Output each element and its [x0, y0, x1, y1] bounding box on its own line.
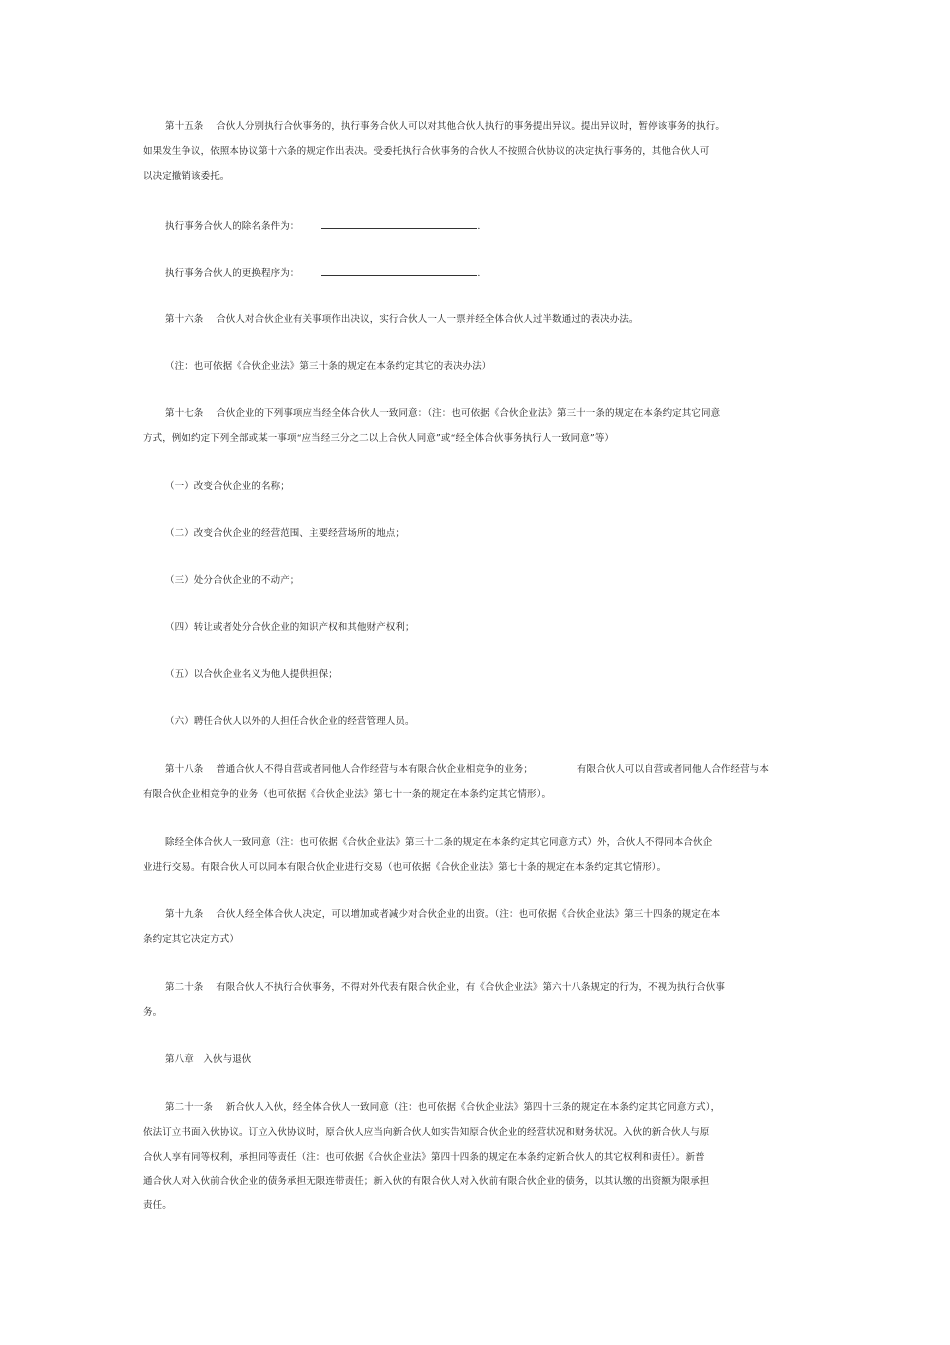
article-21-line-4: 通合伙人对入伙前合伙企业的债务承担无限连带责任；新入伙的有限合伙人对入伙前有限合伙企业的债务，以其认缴的出资额为限承担 — [143, 1176, 710, 1187]
article-17-item-3: （三）处分合伙企业的不动产； — [165, 575, 300, 586]
article-18-line-2: 有限合伙企业相竞争的业务（也可依据《合伙企业法》第七十一条的规定在本条约定其它情形）。 — [143, 789, 552, 800]
replacement-procedure-end: . — [477, 268, 481, 279]
removal-conditions-label: 执行事务合伙人的除名条件为： — [165, 221, 300, 232]
removal-conditions — [165, 218, 481, 234]
article-15-line-3: 以决定撤销该委托。 — [143, 171, 230, 182]
removal-conditions-blank[interactable] — [321, 218, 477, 229]
article-17-item-4: （四）转让或者处分合伙企业的知识产权和其他财产权利； — [165, 622, 415, 633]
article-15-line-2: 如果发生争议，依照本协议第十六条的规定作出表决。受委托执行合伙事务的合伙人不按照合伙协议的决定执行事务的，其他合伙人可 — [143, 146, 710, 157]
chapter-8-title: 第八章 入伙与退伙 — [165, 1054, 252, 1065]
article-18-line-1b: 有限合伙人可以自营或者同他人合作经营与本 — [576, 764, 769, 775]
article-21-line-2: 依法订立书面入伙协议。订立入伙协议时，原合伙人应当向新合伙人如实告知原合伙企业的经营状况和财务状况。入伙的新合伙人与原 — [143, 1127, 710, 1138]
article-20-line-1: 第二十条 有限合伙人不执行合伙事务，不得对外代表有限合伙企业，有《合伙企业法》第六十八条规定的行为，不视为执行合伙事 — [165, 982, 725, 993]
article-15-line-1: 第十五条 合伙人分别执行合伙事务的，执行事务合伙人可以对其他合伙人执行的事务提出异议。提出异议时，暂停该事务的执行。 — [165, 121, 725, 132]
article-18-line-1a: 第十八条 普通合伙人不得自营或者同他人合作经营与本有限合伙企业相竞争的业务； — [165, 764, 533, 775]
article-16-line-1: 第十六条 合伙人对合伙企业有关事项作出决议，实行合伙人一人一票并经全体合伙人过半数通过的表决办法。 — [165, 314, 639, 325]
article-21-line-5: 责任。 — [143, 1200, 172, 1211]
article-17-item-1: （一）改变合伙企业的名称； — [165, 481, 290, 492]
article-17-line-2: 方式，例如约定下列全部或某一事项“应当经三分之二以上合伙人同意”或“经全体合伙事务执行人一致同意”等） — [143, 433, 615, 444]
article-19-line-2: 条约定其它决定方式） — [143, 934, 240, 945]
article-16-note: （注：也可依据《合伙企业法》第三十条的规定在本条约定其它的表决办法） — [165, 361, 492, 372]
article-18-para-2-line-1: 除经全体合伙人一致同意（注：也可依据《合伙企业法》第三十二条的规定在本条约定其它同意方式）外，合伙人不得同本合伙企 — [165, 837, 713, 848]
article-18-para-2-line-2: 业进行交易。有限合伙人可以同本有限合伙企业进行交易（也可依据《合伙企业法》第七十条的规定在本条约定其它情形）。 — [143, 862, 667, 873]
replacement-procedure — [165, 265, 481, 281]
article-17-item-6: （六）聘任合伙人以外的人担任合伙企业的经营管理人员。 — [165, 716, 415, 727]
article-21-line-1: 第二十一条 新合伙人入伙，经全体合伙人一致同意（注：也可依据《合伙企业法》第四十三条的规定在本条约定其它同意方式）， — [165, 1102, 721, 1113]
replacement-procedure-blank[interactable] — [321, 265, 477, 276]
article-17-item-5: （五）以合伙企业名义为他人提供担保； — [165, 669, 338, 680]
removal-conditions-end: . — [477, 221, 481, 232]
article-19-line-1: 第十九条 合伙人经全体合伙人决定，可以增加或者减少对合伙企业的出资。（注：也可依据《合伙企业法》第三十四条的规定在本 — [165, 909, 721, 920]
replacement-procedure-label: 执行事务合伙人的更换程序为： — [165, 268, 300, 279]
article-21-line-3: 合伙人享有同等权利，承担同等责任（注：也可依据《合伙企业法》第四十四条的规定在本条约定新合伙人的其它权利和责任）。新普 — [143, 1152, 705, 1163]
article-17-item-2: （二）改变合伙企业的经营范围、主要经营场所的地点； — [165, 528, 406, 539]
article-18-line-1 — [165, 763, 769, 777]
article-20-line-2: 务。 — [143, 1007, 163, 1018]
article-17-line-1: 第十七条 合伙企业的下列事项应当经全体合伙人一致同意：（注：也可依据《合伙企业法》第三十一条的规定在本条约定其它同意 — [165, 408, 721, 419]
